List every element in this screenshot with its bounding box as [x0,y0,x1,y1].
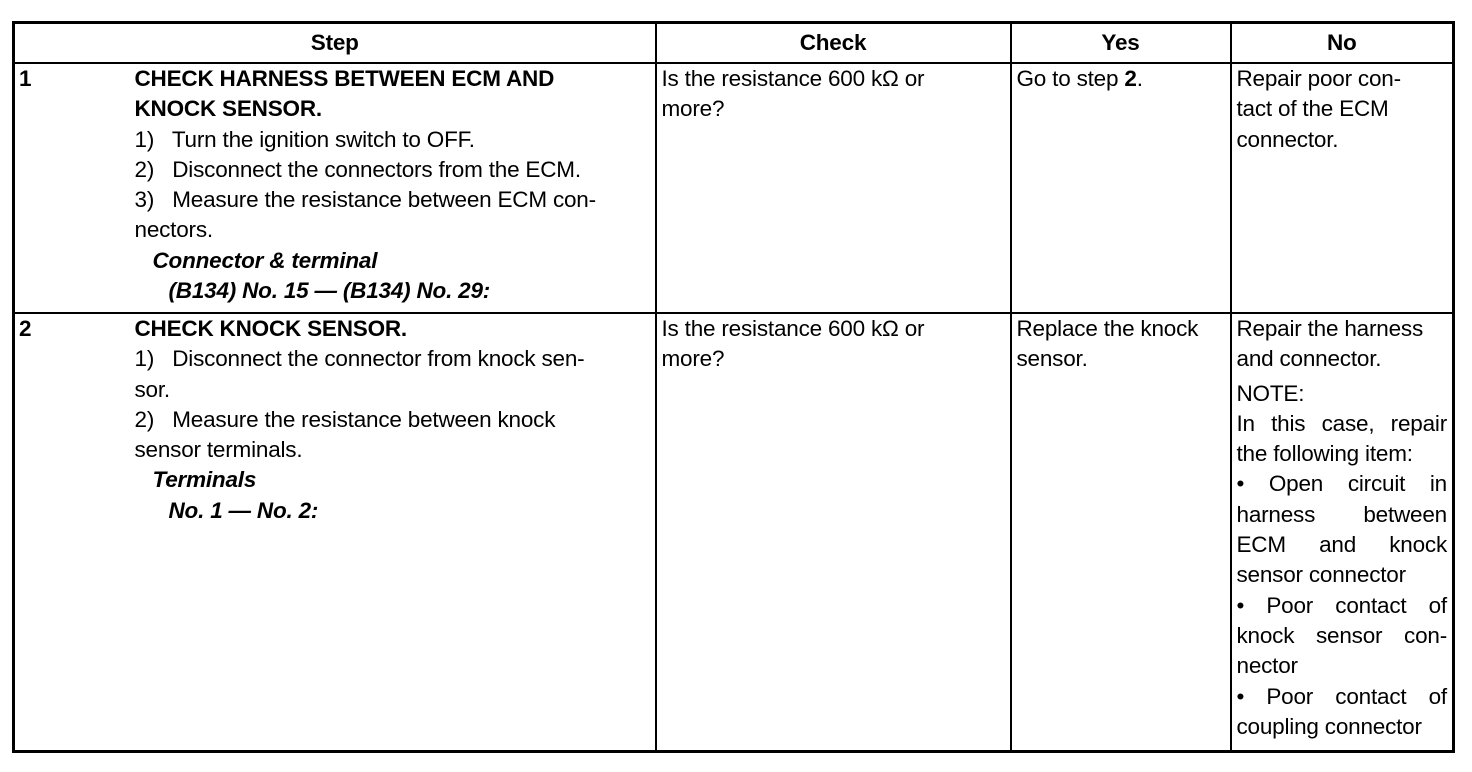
no-text: Repair poor con- [1236,66,1401,91]
no-text: Repair the harness [1236,316,1424,341]
no-text: connector. [1236,126,1339,152]
diagnostic-table [12,21,1455,753]
table-row [14,63,1454,313]
step-description [135,313,656,751]
no-text: tact of the ECM [1236,96,1389,122]
yes-text-cont: sensor. [1016,346,1088,372]
check-cell [656,313,1011,751]
note-item: ECM and knock [1236,532,1447,558]
check-text: Is the resistance 600 kΩ or [661,66,925,91]
yes-step-link[interactable]: 2 [1124,66,1137,91]
spec-value: No. 1 — No. 2: [168,497,319,523]
header-yes: Yes [1011,23,1231,64]
table-row [14,313,1454,751]
note-title: NOTE: [1236,380,1305,406]
step-number: 1 [14,63,135,313]
header-step: Step [14,23,656,64]
yes-cell [1011,63,1231,313]
step-instruction: 3) Measure the resistance between ECM con- [134,187,596,213]
step-instruction-cont: sor. [134,376,170,402]
step-instruction: 1) Disconnect the connector from knock sen- [134,346,585,372]
spec-label: Connector & terminal [152,247,378,273]
note-item: sensor connector [1236,562,1406,588]
header-check: Check [656,23,1011,64]
step-title: CHECK KNOCK SENSOR. [134,316,407,341]
header-no: No [1231,23,1454,64]
no-text: and connector. [1236,346,1382,372]
note-item: nector [1236,653,1298,679]
note-text: the following item: [1236,441,1413,467]
step-description [135,63,656,313]
yes-cell [1011,313,1231,751]
table-header-row [14,23,1454,64]
no-cell [1231,63,1454,313]
yes-text: Go to step [1016,66,1125,91]
yes-text: Replace the knock [1016,316,1199,341]
note-text: In this case, repair [1236,410,1447,436]
note-item: • Poor contact of [1236,683,1447,709]
step-number: 2 [14,313,135,751]
spec-value: (B134) No. 15 — (B134) No. 29: [168,278,491,304]
spec-label: Terminals [152,467,257,493]
note-item: coupling connector [1236,713,1422,739]
note-item: harness between [1236,501,1447,527]
check-text-cont: more? [661,346,725,372]
step-instruction: 2) Disconnect the connectors from the ECM. [134,156,581,182]
step-title-cont: KNOCK SENSOR. [134,96,322,122]
step-title: CHECK HARNESS BETWEEN ECM AND [134,66,555,91]
yes-text-end: . [1136,66,1143,91]
note-item: • Poor contact of [1236,592,1447,618]
step-instruction-cont: sensor terminals. [134,437,303,463]
step-instruction-cont: nectors. [134,217,213,243]
check-text-cont: more? [661,96,725,122]
note-item: knock sensor con- [1236,622,1447,648]
note-item: • Open circuit in [1236,471,1447,497]
step-instruction: 2) Measure the resistance between knock [134,406,556,432]
no-cell [1231,313,1454,751]
check-cell [656,63,1011,313]
step-instruction: 1) Turn the ignition switch to OFF. [134,126,475,152]
check-text: Is the resistance 600 kΩ or [661,316,925,341]
